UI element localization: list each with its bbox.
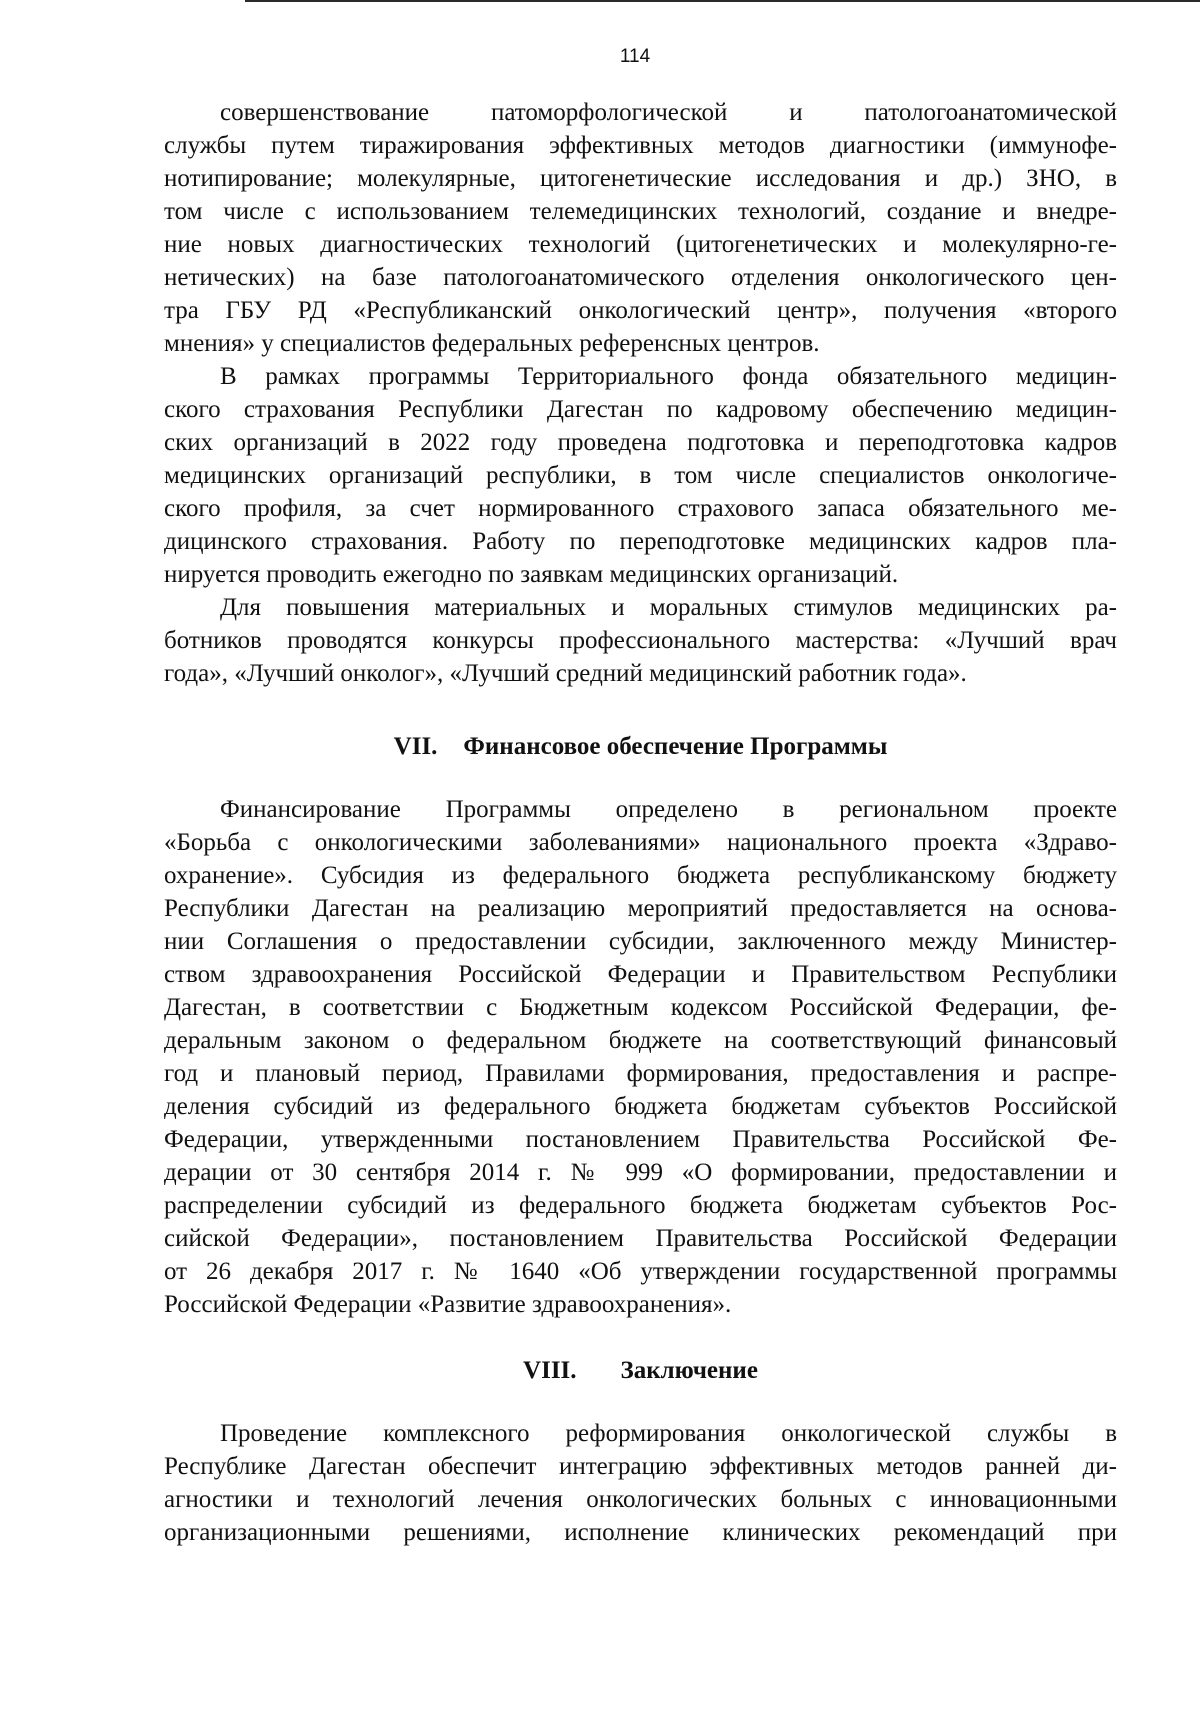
text-line: нии Соглашения о предоставлении субсидии, заключенного между Министер- (164, 928, 1117, 955)
text-line: медицинских организаций республики, в том числе специалистов онкологиче- (164, 462, 1117, 489)
text-line: дицинского страхования. Работу по переподготовке медицинских кадров пла- (164, 528, 1117, 555)
page-number: 114 (619, 46, 651, 67)
section-number: VII. (393, 733, 438, 760)
text-line: службы путем тиражирования эффективных методов диагностики (иммунофе- (164, 132, 1117, 159)
text-line: ского страхования Республики Дагестан по кадровому обеспечению медицин- (164, 396, 1117, 423)
text-line: Финансирование Программы определено в региональном проекте (220, 796, 1117, 823)
paragraph-financing (164, 793, 1117, 1321)
text-line: «Борьба с онкологическими заболеваниями» национального проекта «Здраво- (164, 829, 1117, 856)
text-line: Республики Дагестан на реализацию мероприятий предоставляется на основа- (164, 895, 1117, 922)
text-line: Республике Дагестан обеспечит интеграцию эффективных методов ранней ди- (164, 1453, 1117, 1480)
text-line: мнения» у специалистов федеральных референсных центров. (164, 330, 820, 357)
paragraph-competitions (164, 591, 1117, 690)
text-line: ского профиля, за счет нормированного страхового запаса обязательного ме- (164, 495, 1117, 522)
text-line: охранение». Субсидия из федерального бюджета республиканскому бюджету (164, 862, 1117, 889)
text-line: деральным законом о федеральном бюджете на соответствующий финансовый (164, 1027, 1117, 1054)
text-line: том числе с использованием телемедицинских технологий, создание и внедре- (164, 198, 1117, 225)
section-heading-viii (164, 1354, 1117, 1387)
text-line: ние новых диагностических технологий (цитогенетических и молекулярно-ге- (164, 231, 1117, 258)
text-line: ботников проводятся конкурсы профессионального мастерства: «Лучший врач (164, 627, 1117, 654)
text-line: Для повышения материальных и моральных стимулов медицинских ра- (220, 594, 1117, 621)
text-line: распределении субсидий из федерального бюджета бюджетам субъектов Рос- (164, 1192, 1117, 1219)
text-line: агностики и технологий лечения онкологических больных с инновационными (164, 1486, 1117, 1513)
text-line: от 26 декабря 2017 г. № 1640 «Об утверждении государственной программы (164, 1258, 1117, 1285)
text-line: Дагестан, в соответствии с Бюджетным кодексом Российской Федерации, фе- (164, 994, 1117, 1021)
text-line: организационными решениями, исполнение клинических рекомендаций при (164, 1519, 1117, 1546)
paragraph-staff-training (164, 360, 1117, 591)
section-title: Заключение (620, 1357, 758, 1384)
text-line: года», «Лучший онколог», «Лучший средний медицинский работник года». (164, 660, 967, 687)
text-line: год и плановый период, Правилами формирования, предоставления и распре- (164, 1060, 1117, 1087)
text-line: нетических) на базе патологоанатомического отделения онкологического цен- (164, 264, 1117, 291)
paragraph-conclusion (164, 1417, 1117, 1549)
section-heading-vii (164, 730, 1117, 763)
text-line: Федерации, утвержденными постановлением Правительства Российской Фе- (164, 1126, 1117, 1153)
text-line: ских организаций в 2022 году проведена подготовка и переподготовка кадров (164, 429, 1117, 456)
text-line: Российской Федерации «Развитие здравоохранения». (164, 1291, 732, 1318)
text-line: Проведение комплексного реформирования онкологической службы в (220, 1420, 1117, 1447)
text-line: В рамках программы Территориального фонда обязательного медицин- (220, 363, 1117, 390)
text-line: нируется проводить ежегодно по заявкам медицинских организаций. (164, 561, 899, 588)
text-line: деления субсидий из федерального бюджета бюджетам субъектов Российской (164, 1093, 1117, 1120)
text-line: совершенствование патоморфологической и патологоанатомической (220, 99, 1117, 126)
text-line: сийской Федерации», постановлением Правительства Российской Федерации (164, 1225, 1117, 1252)
text-line: ством здравоохранения Российской Федерации и Правительством Республики (164, 961, 1117, 988)
text-line: дерации от 30 сентября 2014 г. № 999 «О формировании, предоставлении и (164, 1159, 1117, 1186)
text-line: тра ГБУ РД «Республиканский онкологический центр», получения «второго (164, 297, 1117, 324)
section-number: VIII. (523, 1357, 577, 1384)
text-line: нотипирование; молекулярные, цитогенетические исследования и др.) ЗНО, в (164, 165, 1117, 192)
scan-edge-line (245, 0, 1200, 2)
paragraph-pathology (164, 96, 1117, 360)
section-title: Финансовое обеспечение Программы (463, 733, 888, 760)
document-body (164, 96, 1117, 1549)
